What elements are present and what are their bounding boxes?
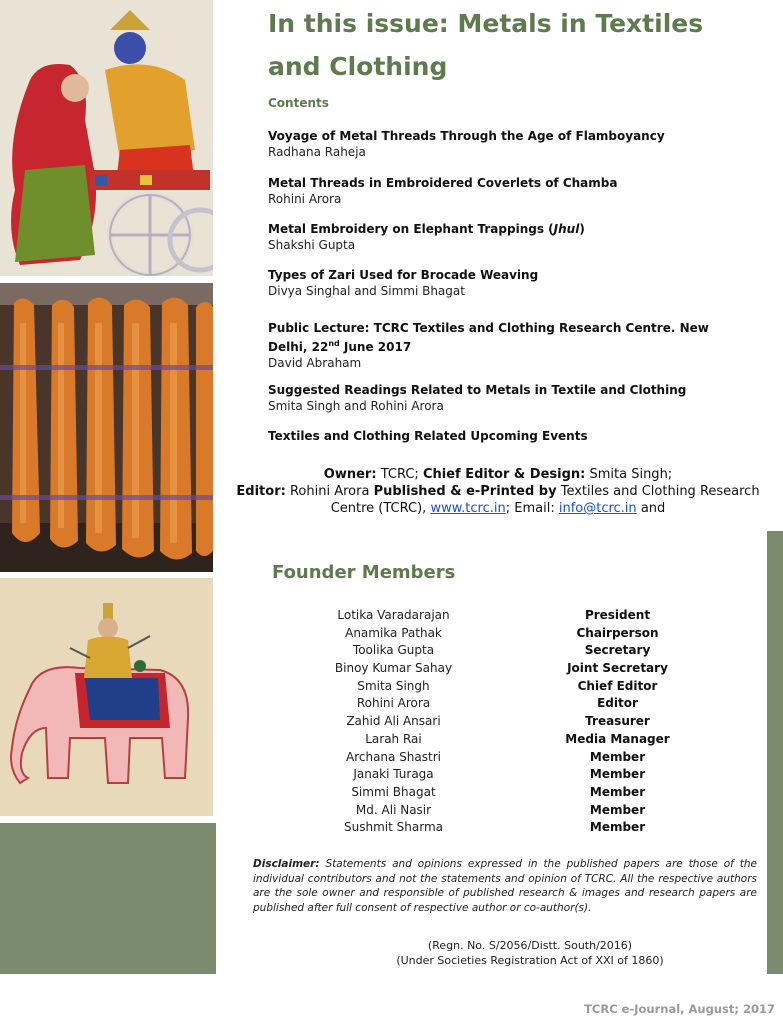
disclaimer [253, 857, 757, 915]
toc-title: Suggested Readings Related to Metals in Textile and Clothing [268, 383, 687, 397]
member-name: Lotika Varadarajan [337, 608, 450, 622]
disclaimer-label: Disclaimer: [253, 858, 320, 870]
toc-title: Voyage of Metal Threads Through the Age of Flamboyancy [268, 129, 665, 143]
member-role: Media Manager [565, 731, 670, 746]
member-role: Member [589, 784, 646, 799]
member-row [300, 714, 700, 732]
member-row [300, 785, 700, 803]
registration-info [330, 938, 730, 968]
member-name: Archana Shastri [345, 749, 441, 764]
toc-author: Radhana Raheja [268, 145, 366, 159]
website-link[interactable]: www.tcrc.in [430, 501, 506, 516]
painting-krishna-radha-image [0, 0, 213, 276]
member-name: Binoy Kumar Sahay [334, 661, 453, 676]
member-role: Editor [597, 696, 638, 711]
member-role: Chairperson [576, 625, 659, 640]
member-name: Md. Ali Nasir [355, 802, 432, 817]
toc-item[interactable] [268, 320, 758, 371]
decorative-green-block [0, 823, 216, 974]
toc-item[interactable] [268, 382, 758, 414]
contents-heading: Contents [268, 96, 329, 110]
issue-title: In this issue: Metals in Textiles and Clothing [268, 9, 704, 81]
member-row [300, 608, 700, 626]
toc-item[interactable] [268, 175, 758, 207]
member-name: Larah Rai [365, 731, 422, 746]
toc-author: Shakshi Gupta [268, 238, 356, 252]
member-role: Secretary [584, 643, 651, 658]
member-row [300, 750, 700, 768]
toc-item[interactable] [268, 221, 758, 253]
page-footer: TCRC e-Journal, August; 2017 [584, 1002, 775, 1016]
toc-title: Public Lecture: TCRC Textiles and Clothing Research Centre. New Delhi, 22nd June 2017 [268, 321, 709, 354]
founder-members-list [300, 608, 700, 838]
member-name: Janaki Turaga [353, 767, 434, 782]
member-row [300, 626, 700, 644]
decorative-green-bar [767, 531, 783, 974]
member-row [300, 820, 700, 838]
member-name: Anamika Pathak [345, 625, 442, 640]
member-row [300, 803, 700, 821]
member-row [300, 696, 700, 714]
registration-number: (Regn. No. S/2056/Distt. South/2016) [427, 939, 633, 952]
toc-author: Divya Singhal and Simmi Bhagat [268, 284, 465, 298]
member-row [300, 732, 700, 750]
email-link[interactable]: info@tcrc.in [558, 501, 637, 516]
toc-author: David Abraham [268, 356, 362, 370]
founder-members-heading: Founder Members [272, 562, 456, 583]
toc-title: Metal Threads in Embroidered Coverlets of Chamba [268, 176, 618, 190]
disclaimer-text: Statements and opinions expressed in the published papers are those of the individual contributors and not the statements and opinion of TCRC. All the respective authors are the sole owner and responsible of published research & images and research papers are published after full consent of respective author or co-author(s). [253, 858, 758, 914]
member-name: Simmi Bhagat [351, 784, 436, 799]
member-name: Sushmit Sharma [344, 820, 443, 835]
credits-block: Owner: TCRC; Chief Editor & Design: Smita Singh; Editor: Rohini Arora Published & e-Printed by Textiles and Clothing Research Centre (TCRC), www.tcrc.in; Email: info@tcrc.in and [236, 467, 760, 516]
toc-item[interactable] [268, 267, 758, 299]
member-name: Toolika Gupta [352, 643, 435, 658]
member-name: Rohini Arora [356, 696, 431, 711]
elephant-painting-image [0, 578, 213, 816]
toc-author: Smita Singh and Rohini Arora [268, 399, 444, 413]
member-role: Member [589, 820, 646, 835]
member-role: Member [589, 802, 646, 817]
metal-thread-skeins-image [0, 283, 213, 572]
toc-title: Textiles and Clothing Related Upcoming Events [268, 429, 588, 443]
member-row [300, 679, 700, 697]
toc-title: Metal Embroidery on Elephant Trappings (Jhul) [268, 222, 585, 236]
member-role: Member [589, 767, 646, 782]
member-name: Zahid Ali Ansari [346, 714, 441, 729]
member-role: Joint Secretary [567, 661, 668, 676]
member-name: Smita Singh [357, 678, 430, 693]
registration-act: (Under Societies Registration Act of XXI of 1860) [396, 954, 664, 967]
toc-item[interactable] [268, 128, 758, 160]
member-role: President [584, 608, 651, 622]
toc-title: Types of Zari Used for Brocade Weaving [268, 268, 539, 282]
member-row [300, 643, 700, 661]
member-row [300, 661, 700, 679]
toc-item[interactable] [268, 428, 758, 444]
member-row [300, 767, 700, 785]
member-role: Member [589, 749, 646, 764]
toc-author: Rohini Arora [268, 192, 342, 206]
member-role: Chief Editor [577, 678, 658, 693]
member-role: Treasurer [585, 714, 650, 729]
left-image-column [0, 0, 216, 1024]
